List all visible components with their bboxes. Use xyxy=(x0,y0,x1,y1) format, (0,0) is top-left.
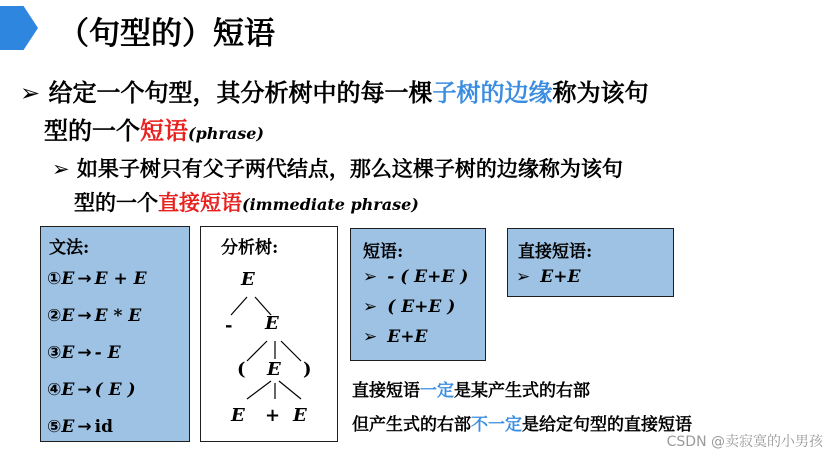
direct-phrases-box xyxy=(507,228,674,297)
tree-node-e: E xyxy=(293,405,307,426)
tree-node-plus: + xyxy=(265,405,281,426)
tree-node-e: E xyxy=(231,405,245,426)
tree-node-lparen: ( xyxy=(237,359,246,380)
tree-node-minus: - xyxy=(225,315,233,336)
direct-heading: 直接短语: xyxy=(518,242,593,262)
tree-node-root: E xyxy=(241,269,255,290)
phrases-heading: 短语: xyxy=(363,242,404,262)
title-arrow-icon xyxy=(0,6,38,50)
phrase-item: ➢ ( E+E ) xyxy=(363,297,456,317)
bullet-arrow-icon: ➢ xyxy=(52,157,70,181)
definition-immediate-phrase xyxy=(52,152,812,221)
page-title: （句型的）短语 xyxy=(58,16,275,52)
p1-term: 短语 xyxy=(140,116,188,145)
direct-phrase-item: ➢ E+E xyxy=(516,267,581,287)
grammar-rule: ④E → ( E ) xyxy=(47,380,136,400)
grammar-rule: ⑤E → id xyxy=(47,417,113,437)
grammar-box xyxy=(40,226,190,442)
tree-node-rparen: ) xyxy=(303,359,312,380)
p2-text-2: 型的一个 xyxy=(74,190,158,215)
p1-text-3: 型的一个 xyxy=(44,116,140,145)
phrase-item: ➢ - ( E+E ) xyxy=(363,267,469,287)
watermark: CSDN @卖寂寞的小男孩 xyxy=(666,434,823,450)
grammar-rule: ③E → - E xyxy=(47,343,121,363)
tree-node-e: E xyxy=(265,313,279,334)
grammar-rule: ②E → E * E xyxy=(47,306,142,326)
p2-latin: (immediate phrase) xyxy=(242,195,419,214)
p1-latin: (phrase) xyxy=(188,124,264,143)
bullet-arrow-icon: ➢ xyxy=(20,79,41,107)
grammar-heading: 文法: xyxy=(49,238,90,258)
p1-text-2: 称为该句 xyxy=(552,78,649,107)
phrases-box xyxy=(350,228,486,361)
parse-tree-box xyxy=(200,226,338,442)
p2-text-1: 如果子树只有父子两代结点，那么这棵子树的边缘称为该句 xyxy=(76,156,623,181)
p1-highlight: 子树的边缘 xyxy=(432,78,553,107)
definition-phrase xyxy=(20,74,810,153)
tree-node-e: E xyxy=(267,359,281,380)
phrase-item: ➢ E+E xyxy=(363,327,428,347)
p1-text-1: 给定一个句型，其分析树中的每一棵 xyxy=(48,78,433,107)
note-line-1: 直接短语一定是某产生式的右部 xyxy=(352,381,590,401)
tree-heading: 分析树: xyxy=(221,238,279,258)
note-line-2: 但产生式的右部不一定是给定句型的直接短语 xyxy=(352,415,692,435)
grammar-rule: ①E → E + E xyxy=(47,269,147,289)
p2-term: 直接短语 xyxy=(158,190,242,215)
